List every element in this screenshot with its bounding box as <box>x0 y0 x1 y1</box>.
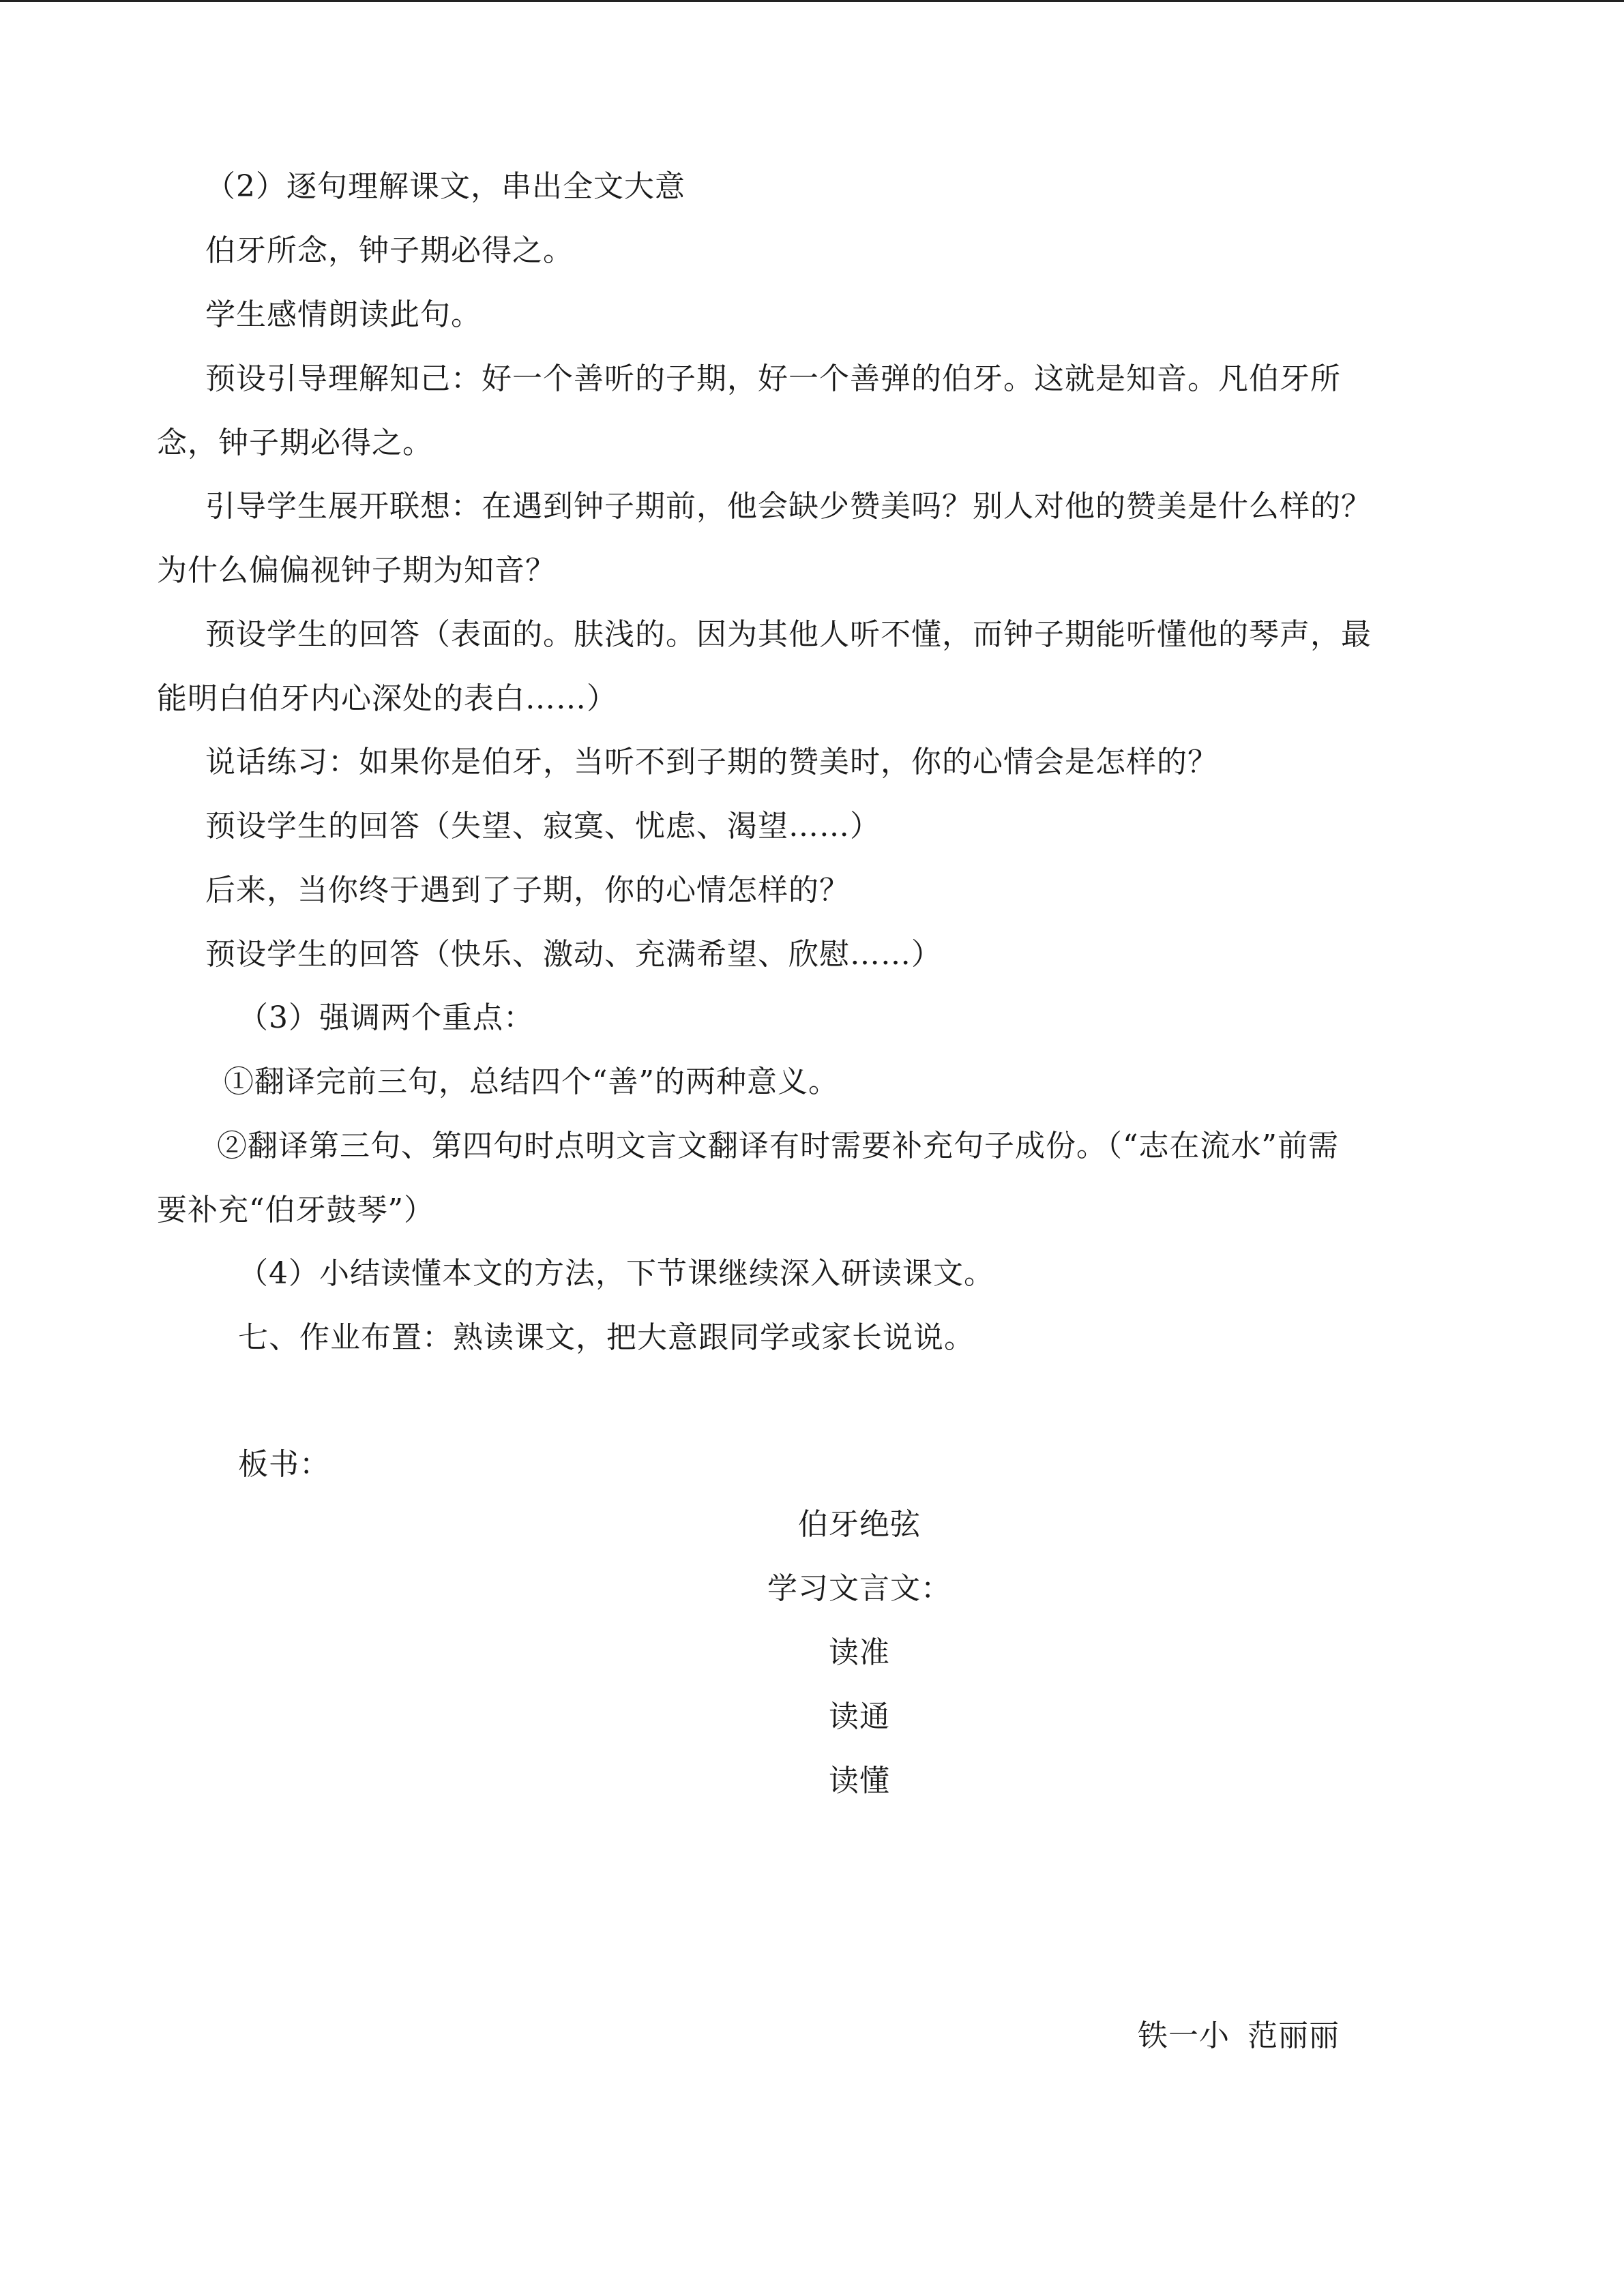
body-line-19: 七、作业布置：熟读课文，把大意跟同学或家长说说。 <box>238 1320 975 1355</box>
body-line-5: 念，钟子期必得之。 <box>157 426 433 460</box>
signature-name: 范丽丽 <box>1247 2018 1340 2053</box>
signature-school: 铁一小 <box>1138 2018 1230 2053</box>
body-line-6: 引导学生展开联想：在遇到钟子期前，他会缺少赞美吗？别人对他的赞美是什么样的？ <box>205 489 1372 524</box>
body-line-4: 预设引导理解知己：好一个善听的子期，好一个善弹的伯牙。这就是知音。凡伯牙所 <box>205 361 1341 396</box>
author-signature <box>1138 2016 1340 2057</box>
body-line-9: 能明白伯牙内心深处的表白……） <box>157 681 617 716</box>
body-line-2: 伯牙所念，钟子期必得之。 <box>205 233 574 268</box>
body-line-11: 预设学生的回答（失望、寂寞、忧虑、渴望……） <box>205 809 881 844</box>
board-item-3: 读懂 <box>829 1763 890 1798</box>
board-subtitle: 学习文言文： <box>767 1571 951 1606</box>
board-item-2: 读通 <box>829 1699 890 1734</box>
body-line-14: （3）强调两个重点： <box>238 1000 534 1035</box>
body-line-12: 后来，当你终于遇到了子期，你的心情怎样的？ <box>205 873 850 908</box>
body-line-16: ②翻译第三句、第四句时点明文言文翻译有时需要补充句子成份。（“志在流水”前需 <box>217 1129 1339 1163</box>
body-line-3: 学生感情朗读此句。 <box>205 297 482 332</box>
body-line-18: （4）小结读懂本文的方法，下节课继续深入研读课文。 <box>238 1256 994 1291</box>
board-title: 伯牙绝弦 <box>798 1507 921 1542</box>
body-line-7: 为什么偏偏视钟子期为知音？ <box>157 553 556 588</box>
board-item-1: 读准 <box>829 1635 890 1670</box>
body-line-10: 说话练习：如果你是伯牙，当听不到子期的赞美时，你的心情会是怎样的？ <box>205 745 1218 779</box>
body-line-15: ①翻译完前三句，总结四个“善”的两种意义。 <box>224 1064 839 1099</box>
body-line-17: 要补充“伯牙鼓琴”） <box>157 1193 434 1227</box>
body-line-8: 预设学生的回答（表面的。肤浅的。因为其他人听不懂，而钟子期能听懂他的琴声，最 <box>205 617 1372 652</box>
body-line-1: （2）逐句理解课文，串出全文大意 <box>205 169 685 204</box>
body-line-13: 预设学生的回答（快乐、激动、充满希望、欣慰……） <box>205 937 942 972</box>
board-label: 板书： <box>238 1447 330 1482</box>
